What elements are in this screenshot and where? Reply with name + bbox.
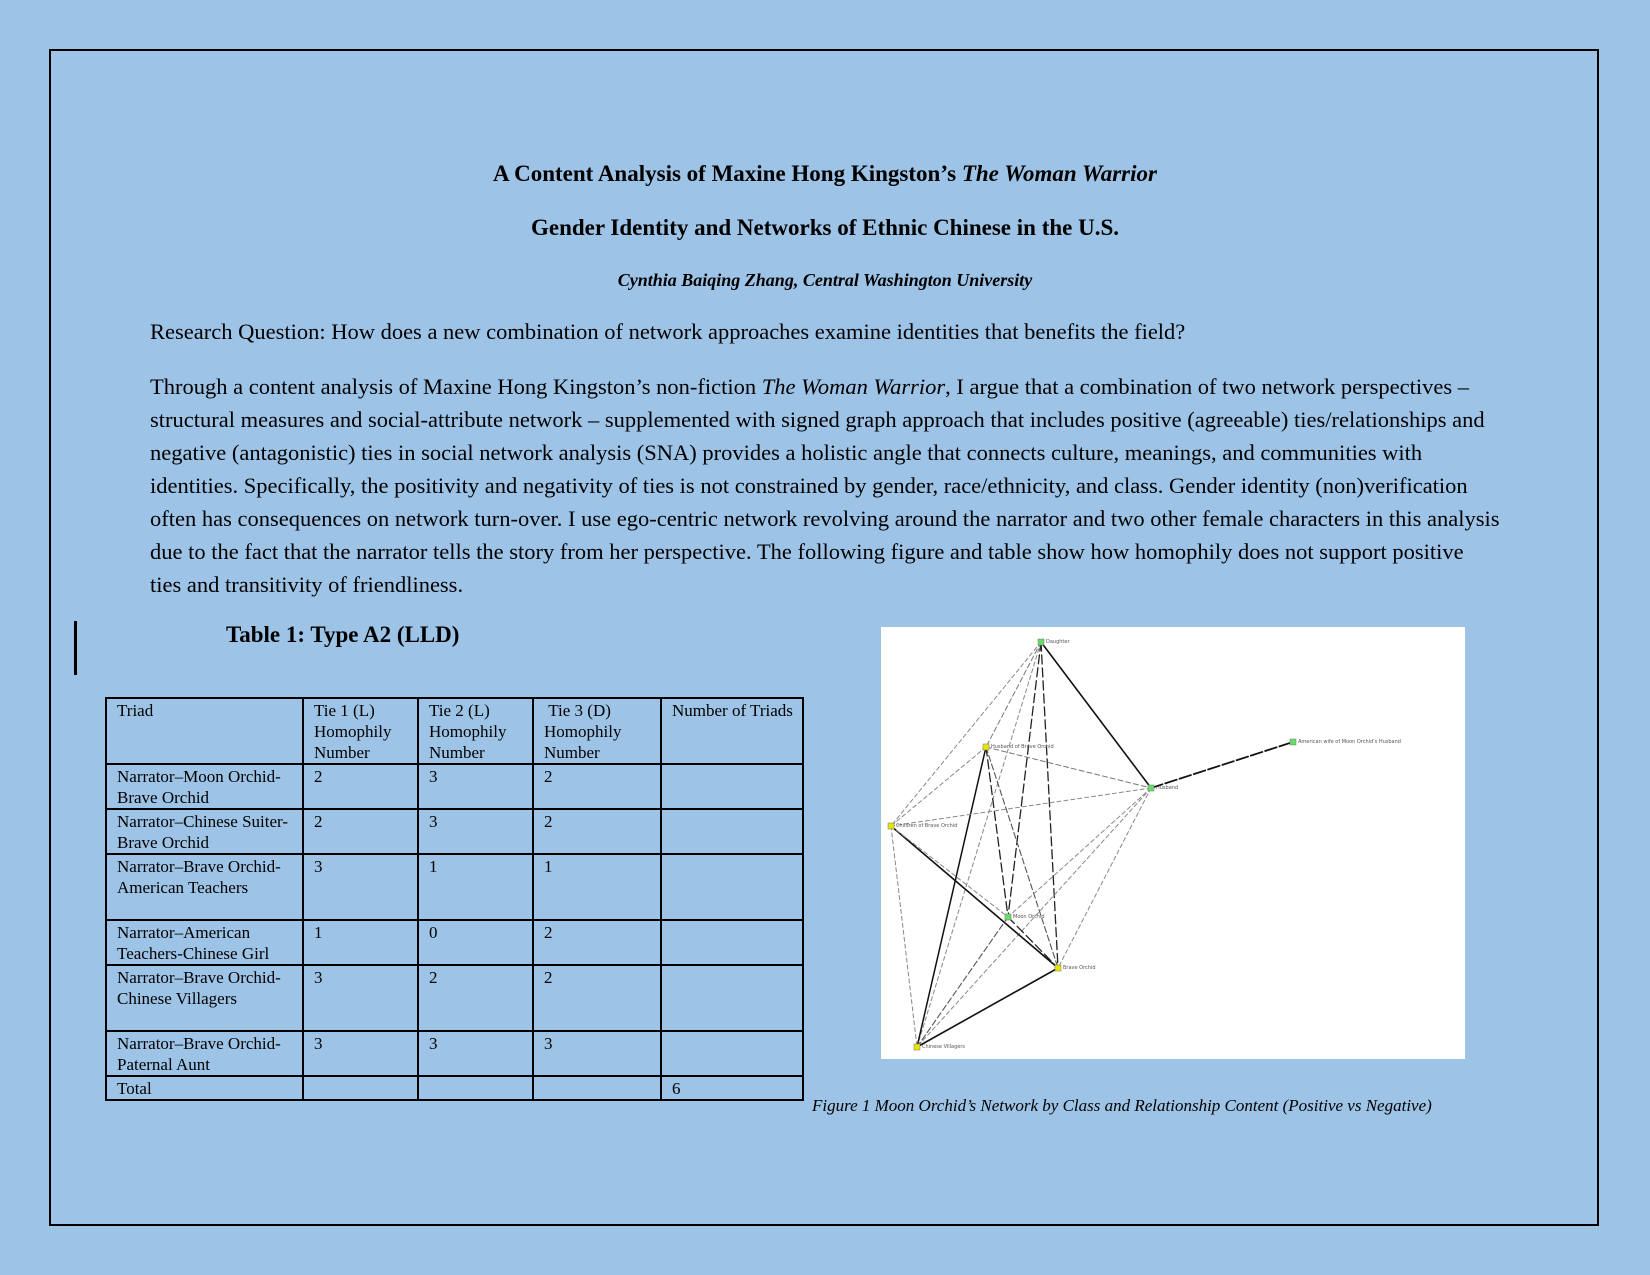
edge	[917, 917, 1008, 1047]
table-row	[106, 764, 803, 809]
edge	[891, 826, 1058, 968]
table-cell	[303, 1076, 418, 1100]
edge	[1008, 917, 1058, 968]
table-row	[106, 809, 803, 854]
table-cell	[533, 1076, 661, 1100]
table-header-cell: Triad	[106, 698, 303, 764]
table-cell: 2	[533, 809, 661, 854]
table-cell: Narrator–Chinese Suiter-Brave Orchid	[106, 809, 303, 854]
edge	[1041, 642, 1151, 788]
table-header-cell: Tie 2 (L) Homophily Number	[418, 698, 533, 764]
network-node	[1148, 785, 1178, 791]
table-cell: 3	[418, 1031, 533, 1076]
edge	[1008, 642, 1041, 917]
table-cell: 2	[303, 764, 418, 809]
table-cell: 2	[533, 920, 661, 965]
edge	[986, 747, 1058, 968]
author-line: Cynthia Baiqing Zhang, Central Washington University	[617, 270, 1033, 290]
network-nodes	[888, 639, 1401, 1050]
research-question: Research Question: How does a new combination of network approaches examine identities that benefits the field?	[150, 319, 1186, 344]
table-cell: 2	[533, 965, 661, 1031]
figure-caption: Figure 1 Moon Orchid’s Network by Class and Relationship Content (Positive vs Negative)	[812, 1096, 1432, 1115]
table-cell	[661, 1031, 803, 1076]
table-header-row	[106, 698, 803, 764]
table-cell: 2	[303, 809, 418, 854]
network-node	[1005, 914, 1045, 920]
table-cell: 6	[661, 1076, 803, 1100]
table-cell: Total	[106, 1076, 303, 1100]
table-cell: 3	[533, 1031, 661, 1076]
edge	[891, 642, 1041, 826]
edge	[1058, 788, 1151, 968]
network-graph	[881, 627, 1465, 1059]
table-total-row	[106, 1076, 803, 1100]
table-cell	[661, 920, 803, 965]
edge	[986, 747, 1008, 917]
table-cell: 1	[303, 920, 418, 965]
table-cell	[661, 764, 803, 809]
table-cell	[661, 854, 803, 920]
table-cell: 3	[418, 764, 533, 809]
node-label: Husband of Brave Orchid	[991, 744, 1054, 750]
edge	[917, 968, 1058, 1047]
network-node	[888, 823, 957, 829]
table-cell: Narrator–Brave Orchid-American Teachers	[106, 854, 303, 920]
node-label: Daughter	[1046, 639, 1070, 645]
table-cell: 3	[418, 809, 533, 854]
network-node	[1038, 639, 1070, 645]
text-cursor	[74, 621, 77, 675]
table-row	[106, 854, 803, 920]
table-header-cell: Number of Triads	[661, 698, 803, 764]
table-row	[106, 965, 803, 1031]
table-caption: Table 1: Type A2 (LLD)	[226, 622, 460, 647]
node-label: Children of Brave Orchid	[896, 823, 958, 829]
node-label: American wife of Moon Orchid's Husband	[1298, 739, 1401, 745]
network-figure	[881, 627, 1465, 1059]
table-cell: 3	[303, 965, 418, 1031]
edge	[891, 747, 986, 826]
table-cell	[661, 809, 803, 854]
node-label: Chinese Villagers	[922, 1044, 966, 1050]
node-label: Brave Orchid	[1063, 965, 1096, 971]
network-node	[983, 744, 1054, 750]
network-node	[1290, 739, 1401, 745]
table-cell: Narrator–American Teachers-Chinese Girl	[106, 920, 303, 965]
table-cell: 0	[418, 920, 533, 965]
network-node	[1055, 965, 1096, 971]
table-cell: 2	[533, 764, 661, 809]
node-label: Moon Orchid	[1013, 914, 1045, 920]
table-row	[106, 920, 803, 965]
edge	[986, 747, 1151, 788]
network-edges	[891, 642, 1293, 1047]
table-cell: Narrator–Brave Orchid-Chinese Villagers	[106, 965, 303, 1031]
table-cell: 1	[533, 854, 661, 920]
edge	[1151, 742, 1293, 788]
table-cell: Narrator–Moon Orchid-Brave Orchid	[106, 764, 303, 809]
page-subtitle: Gender Identity and Networks of Ethnic Chinese in the U.S.	[530, 215, 1120, 240]
table-cell: 3	[303, 1031, 418, 1076]
node-label: Husband	[1156, 785, 1179, 791]
page-title: A Content Analysis of Maxine Hong Kingston’s The Woman Warrior	[493, 161, 1157, 186]
body-paragraph: Through a content analysis of Maxine Hong Kingston’s non-fiction The Woman Warrior, I argue that a combination of two network perspectives – structural measures and social-attribute network – supplemented with signed graph approach that includes positive (agreeable) ties/relationships and negative (antagonistic) ties in social network analysis (SNA) provides a holistic angle that connects culture, meanings, and communities with identities. Specifically, the positivity and negativity of ties is not constrained by gender, race/ethnicity, and class. Gender identity (non)verification often has consequences on network turn-over. I use ego-centric network revolving around the narrator and two other female characters in this analysis due to the fact that the narrator tells the story from her perspective. The following figure and table show how homophily does not support positive ties and transitivity of friendliness.	[150, 374, 1500, 597]
table-header-cell: Tie 1 (L) Homophily Number	[303, 698, 418, 764]
table-cell	[418, 1076, 533, 1100]
network-node	[914, 1044, 965, 1050]
table-cell: 2	[418, 965, 533, 1031]
table-cell: Narrator–Brave Orchid-Paternal Aunt	[106, 1031, 303, 1076]
triad-table	[105, 697, 804, 1101]
table-cell	[661, 965, 803, 1031]
table-row	[106, 1031, 803, 1076]
table-header-cell: Tie 3 (D) Homophily Number	[533, 698, 661, 764]
edge	[1008, 788, 1151, 917]
table-cell: 1	[418, 854, 533, 920]
edge	[917, 642, 1041, 1047]
edge	[891, 826, 917, 1047]
table-cell: 3	[303, 854, 418, 920]
